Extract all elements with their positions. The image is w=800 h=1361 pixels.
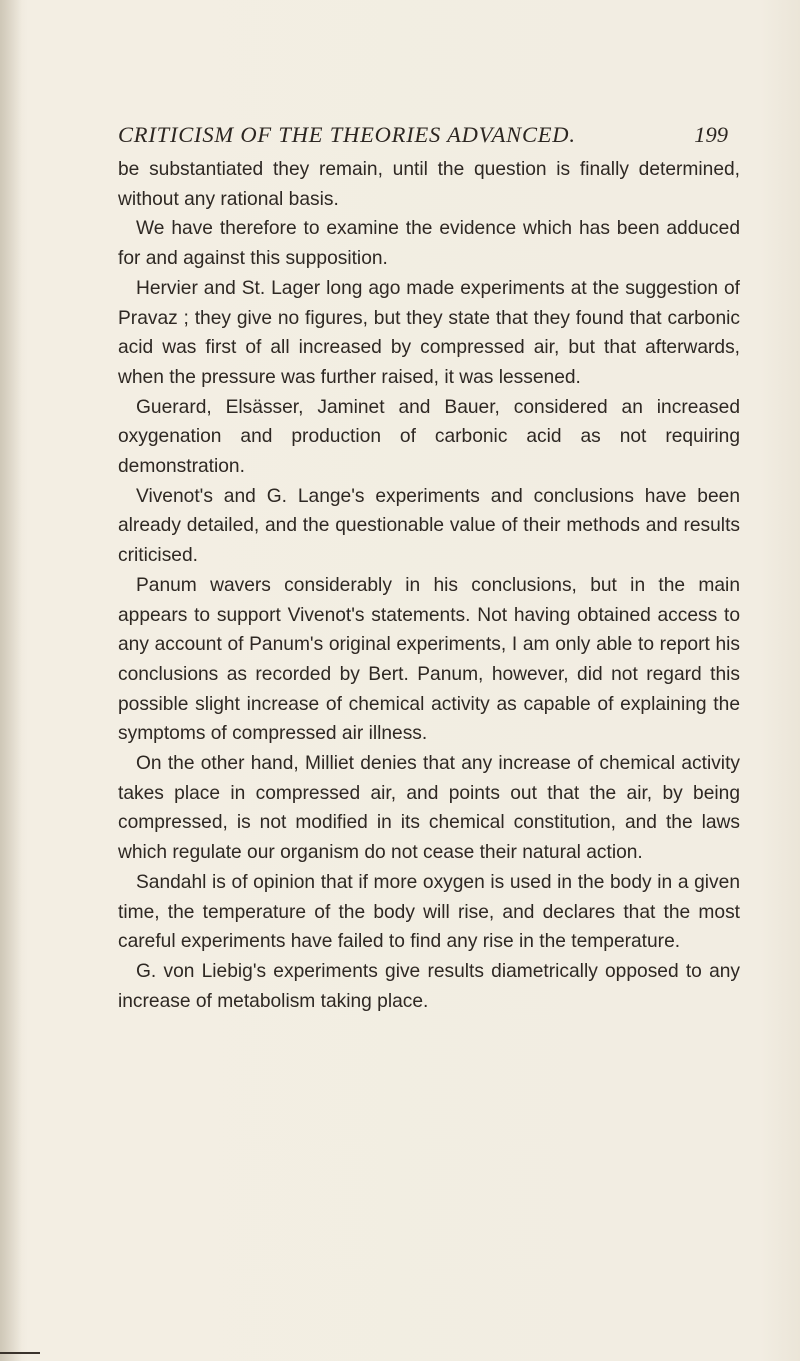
paragraph-3: Hervier and St. Lager long ago made experiments at the suggestion of Pravaz ; they give no figures, but they state that they found that carbonic acid was first of all increased by compressed air, but that afterwards, when the pressure was further raised, it was lessened. — [118, 277, 740, 388]
paragraph-5: Vivenot's and G. Lange's experiments and conclusions have been already detailed, and the questionable value of their methods and results criticised. — [118, 485, 740, 567]
running-title: CRITICISM OF THE THEORIES ADVANCED. — [118, 122, 576, 147]
gutter-shadow — [0, 0, 22, 1361]
page-number: 199 — [694, 122, 728, 147]
running-head — [118, 120, 728, 150]
paragraph-9: G. von Liebig's experiments give results diametrically opposed to any increase of metabolism taking place. — [118, 960, 740, 1012]
body-text — [118, 155, 740, 1016]
paragraph-7: On the other hand, Milliet denies that any increase of chemical activity takes place in compressed air, and points out that the air, by being compressed, is not modified in its chemical constitution, and the laws which regulate our organism do not cease their natural action. — [118, 753, 740, 864]
paragraph-2: We have therefore to examine the evidence which has been adduced for and against this supposition. — [118, 218, 740, 270]
paragraph-8: Sandahl is of opinion that if more oxygen is used in the body in a given time, the temperature of the body will rise, and declares that the most careful experiments have failed to find any rise in the temperature. — [118, 871, 740, 953]
bottom-rule — [0, 1352, 40, 1354]
paragraph-1: be substantiated they remain, until the question is finally determined, without any rational basis. — [118, 159, 740, 210]
paragraph-6: Panum wavers considerably in his conclusions, but in the main appears to support Vivenot's statements. Not having obtained access to any account of Panum's original experiments, I am only able to report his conclusions as recorded by Bert. Panum, however, did not regard this possible slight increase of chemical activity as capable of explaining the symptoms of compressed air illness. — [118, 574, 740, 745]
paragraph-4: Guerard, Elsässer, Jaminet and Bauer, considered an increased oxygenation and production of carbonic acid as not requiring demonstration. — [118, 396, 740, 478]
